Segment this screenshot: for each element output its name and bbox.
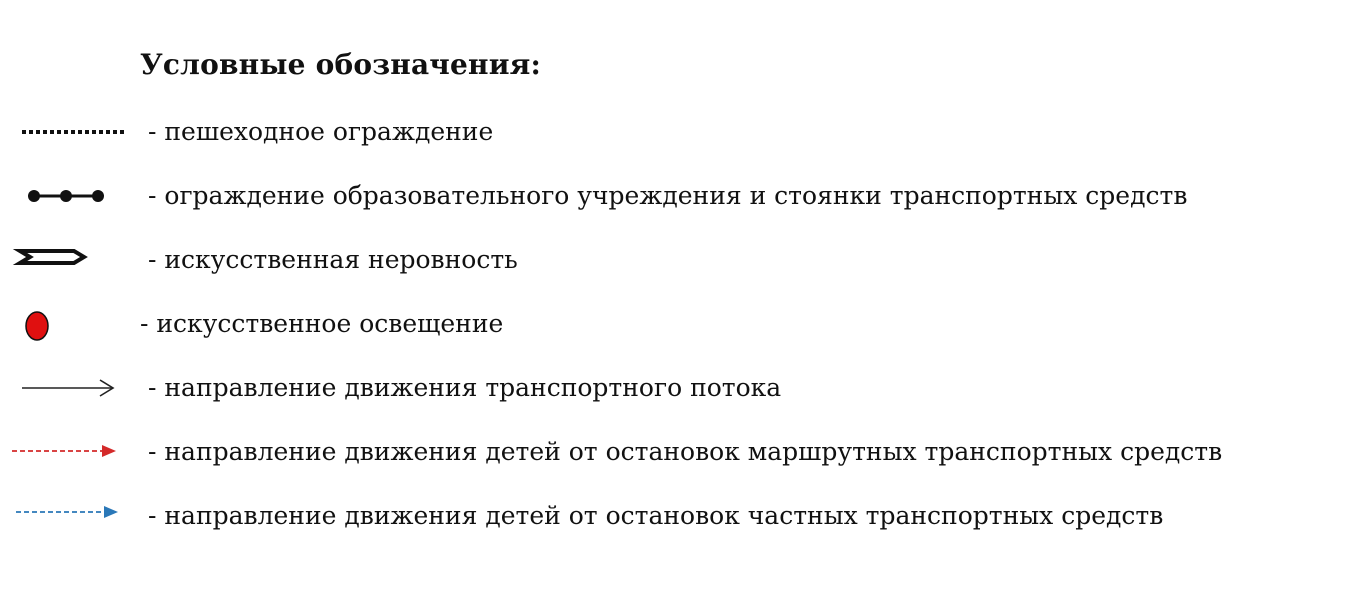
legend-item-lighting (0, 304, 1355, 344)
legend-item-label: - направление движения детей от остановок маршрутных транспортных средств (148, 437, 1223, 466)
legend-item-label: - направление движения детей от остановок частных транспортных средств (148, 501, 1164, 530)
legend-item-label: - искусственное освещение (140, 309, 504, 338)
legend-item-children-private-stops (0, 496, 1355, 536)
legend-item-traffic-direction (0, 368, 1355, 408)
dotted-fence-line-icon (0, 112, 140, 152)
red-light-dot-icon (0, 304, 140, 344)
legend-item-children-route-stops (0, 432, 1355, 472)
legend-item-pedestrian-fence (0, 112, 1355, 152)
legend-item-institution-fence (0, 176, 1355, 216)
speed-bump-arrow-icon (0, 240, 140, 280)
legend-title: Условные обозначения: (140, 48, 542, 81)
legend-item-speed-bump (0, 240, 1355, 280)
legend-item-label: - пешеходное ограждение (148, 117, 494, 146)
solid-arrow-icon (0, 368, 140, 408)
legend-item-label: - искусственная неровность (148, 245, 518, 274)
legend-item-label: - ограждение образовательного учреждения и стоянки транспортных средств (148, 181, 1188, 210)
legend-item-label: - направление движения транспортного потока (148, 373, 782, 402)
blue-dashed-arrow-icon (0, 496, 140, 536)
red-dashed-arrow-icon (0, 432, 140, 472)
dot-chain-fence-icon (0, 176, 140, 216)
